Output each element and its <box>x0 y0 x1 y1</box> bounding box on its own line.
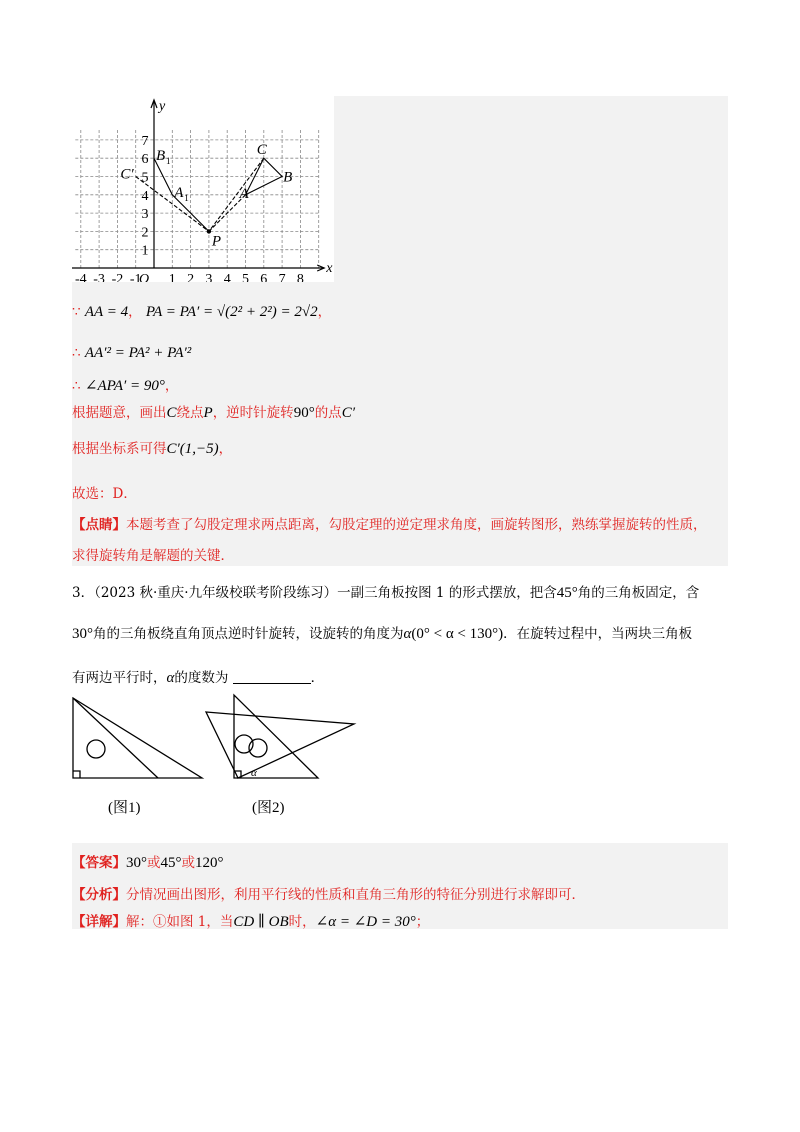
x-tick-label: -4 <box>74 272 87 282</box>
detail-line <box>72 910 429 931</box>
y-tick-label: 6 <box>141 152 149 168</box>
question-line-1 <box>72 581 699 602</box>
y-tick-label: 5 <box>141 170 149 186</box>
text: ．在旋转过程中，当两块三角板 <box>503 626 693 642</box>
label-p: P <box>211 233 222 250</box>
detail-text: 时， <box>288 914 316 930</box>
comma: ， <box>317 304 332 320</box>
point-c-prime: C′ <box>341 405 355 421</box>
text: 根据坐标系可得 <box>72 441 167 457</box>
eq-aa: AA = 4 <box>84 304 129 320</box>
solution-line-2 <box>72 345 191 362</box>
text: ，逆时针旋转 <box>212 405 294 421</box>
answer-value-1: 30° <box>126 855 147 871</box>
comment-line-1 <box>72 513 707 533</box>
text: 根据题意，画出 <box>72 405 167 421</box>
eq-pythag: AA′² = PA² + PA′² <box>84 345 192 361</box>
coord-c-prime: C′(1,−5) <box>166 441 219 457</box>
text: 的度数为 <box>174 670 229 686</box>
x-tick-label: -2 <box>111 272 124 282</box>
x-tick-label: 3 <box>205 272 213 282</box>
label-c: C <box>256 142 267 159</box>
answer-line <box>72 851 224 872</box>
detail-end: ； <box>415 914 430 930</box>
solution-line-3 <box>72 374 178 395</box>
detail-label: 【详解】 <box>72 914 126 930</box>
label-a: A <box>239 185 249 202</box>
comment-line-2: 求得旋转角是解题的关键． <box>72 548 234 564</box>
question-line-3 <box>72 666 324 687</box>
x-tick-label: -1 <box>129 272 142 282</box>
solution-line-6: 故选：D． <box>72 486 137 502</box>
solution-line-5 <box>72 437 232 458</box>
comment-label: 【点睛】 <box>72 517 126 533</box>
origin-label: O <box>138 272 150 282</box>
solution-line-4 <box>72 401 355 422</box>
figure-2-alpha-label: α <box>251 767 257 779</box>
text: 有两边平行时， <box>72 670 167 686</box>
degree-90: 90° <box>293 405 315 421</box>
point-c: C <box>166 405 177 421</box>
answer-value-3: 120° <box>195 855 224 871</box>
x-tick-label: 6 <box>260 272 268 282</box>
x-tick-label: 7 <box>278 272 286 282</box>
figure-2 <box>202 690 362 785</box>
point-p-dot <box>207 229 211 233</box>
question-line-2 <box>72 622 692 643</box>
x-tick-label: 4 <box>223 272 231 282</box>
x-axis-label: x <box>326 261 333 276</box>
text: 绕点 <box>176 405 204 421</box>
or-text: 或 <box>147 855 161 871</box>
eq-pa: PA = PA′ = √(2² + 2²) = 2√2 <box>145 304 318 320</box>
text: 角的三角板固定，含 <box>577 585 700 601</box>
comma: ， <box>128 304 142 320</box>
alpha: α <box>403 626 412 642</box>
y-tick-label: 7 <box>141 133 149 149</box>
question-number: 3． <box>72 585 95 601</box>
alpha-range: (0° < α < 130°) <box>411 626 504 642</box>
x-tick-label: 8 <box>296 272 304 282</box>
text: 一副三角板按图 1 的形式摆放，把含 <box>337 585 557 601</box>
analysis-text: 分情况画出图形，利用平行线的性质和直角三角形的特征分别进行求解即可． <box>126 887 585 903</box>
solution-line-1 <box>72 300 331 321</box>
point-p: P <box>203 405 213 421</box>
coordinate-graph <box>72 96 334 282</box>
y-tick-label: 4 <box>141 188 149 204</box>
answer-blank <box>233 669 311 684</box>
figure-1 <box>68 693 208 783</box>
answer-value-2: 45° <box>160 855 182 871</box>
because-symbol: ∵ <box>72 304 81 320</box>
comment-text: 本题考查了勾股定理求两点距离，勾股定理的逆定理求角度，画旋转图形，熟练掌握旋转的性质， <box>126 517 707 533</box>
text: ． <box>310 670 325 686</box>
y-tick-label: 3 <box>141 207 149 223</box>
analysis-line <box>72 883 585 903</box>
y-tick-label: 2 <box>141 225 149 241</box>
figure-1-caption: (图1) <box>108 800 141 816</box>
text: 角的三角板绕直角顶点逆时针旋转，设旋转的角度为 <box>93 626 404 642</box>
figure-2-caption: (图2) <box>252 800 285 816</box>
therefore-symbol: ∴ <box>72 345 81 361</box>
alpha: α <box>166 670 175 686</box>
analysis-label: 【分析】 <box>72 887 126 903</box>
or-text: 或 <box>181 855 195 871</box>
detail-text: 解：①如图 1，当 <box>126 914 234 930</box>
comma: ， <box>218 441 233 457</box>
label-c-prime: C′ <box>120 166 134 183</box>
label-b1-sub: 1 <box>166 156 171 167</box>
y-tick-label: 1 <box>141 243 149 259</box>
therefore-symbol: ∴ <box>72 378 81 394</box>
text: 的点 <box>314 405 342 421</box>
x-tick-label: 1 <box>168 272 176 282</box>
x-tick-label: 2 <box>187 272 195 282</box>
x-tick-label: 5 <box>242 272 249 282</box>
y-axis-label: y <box>159 99 166 114</box>
degree-45: 45° <box>556 585 578 601</box>
label-a1-sub: 1 <box>184 192 189 203</box>
detail-eq-parallel: CD ∥ OB <box>233 914 289 930</box>
detail-eq-angle: ∠α = ∠D = 30° <box>315 914 416 930</box>
answer-label: 【答案】 <box>72 855 126 871</box>
question-source: （2023 秋·重庆·九年级校联考阶段练习） <box>94 585 338 601</box>
eq-angle: ∠APA′ = 90° <box>84 378 165 394</box>
x-tick-label: -3 <box>93 272 105 282</box>
label-a1: A <box>174 184 184 201</box>
comma: ， <box>164 378 179 394</box>
degree-30: 30° <box>72 626 93 642</box>
label-b1: B <box>156 148 166 165</box>
label-b: B <box>283 169 293 186</box>
